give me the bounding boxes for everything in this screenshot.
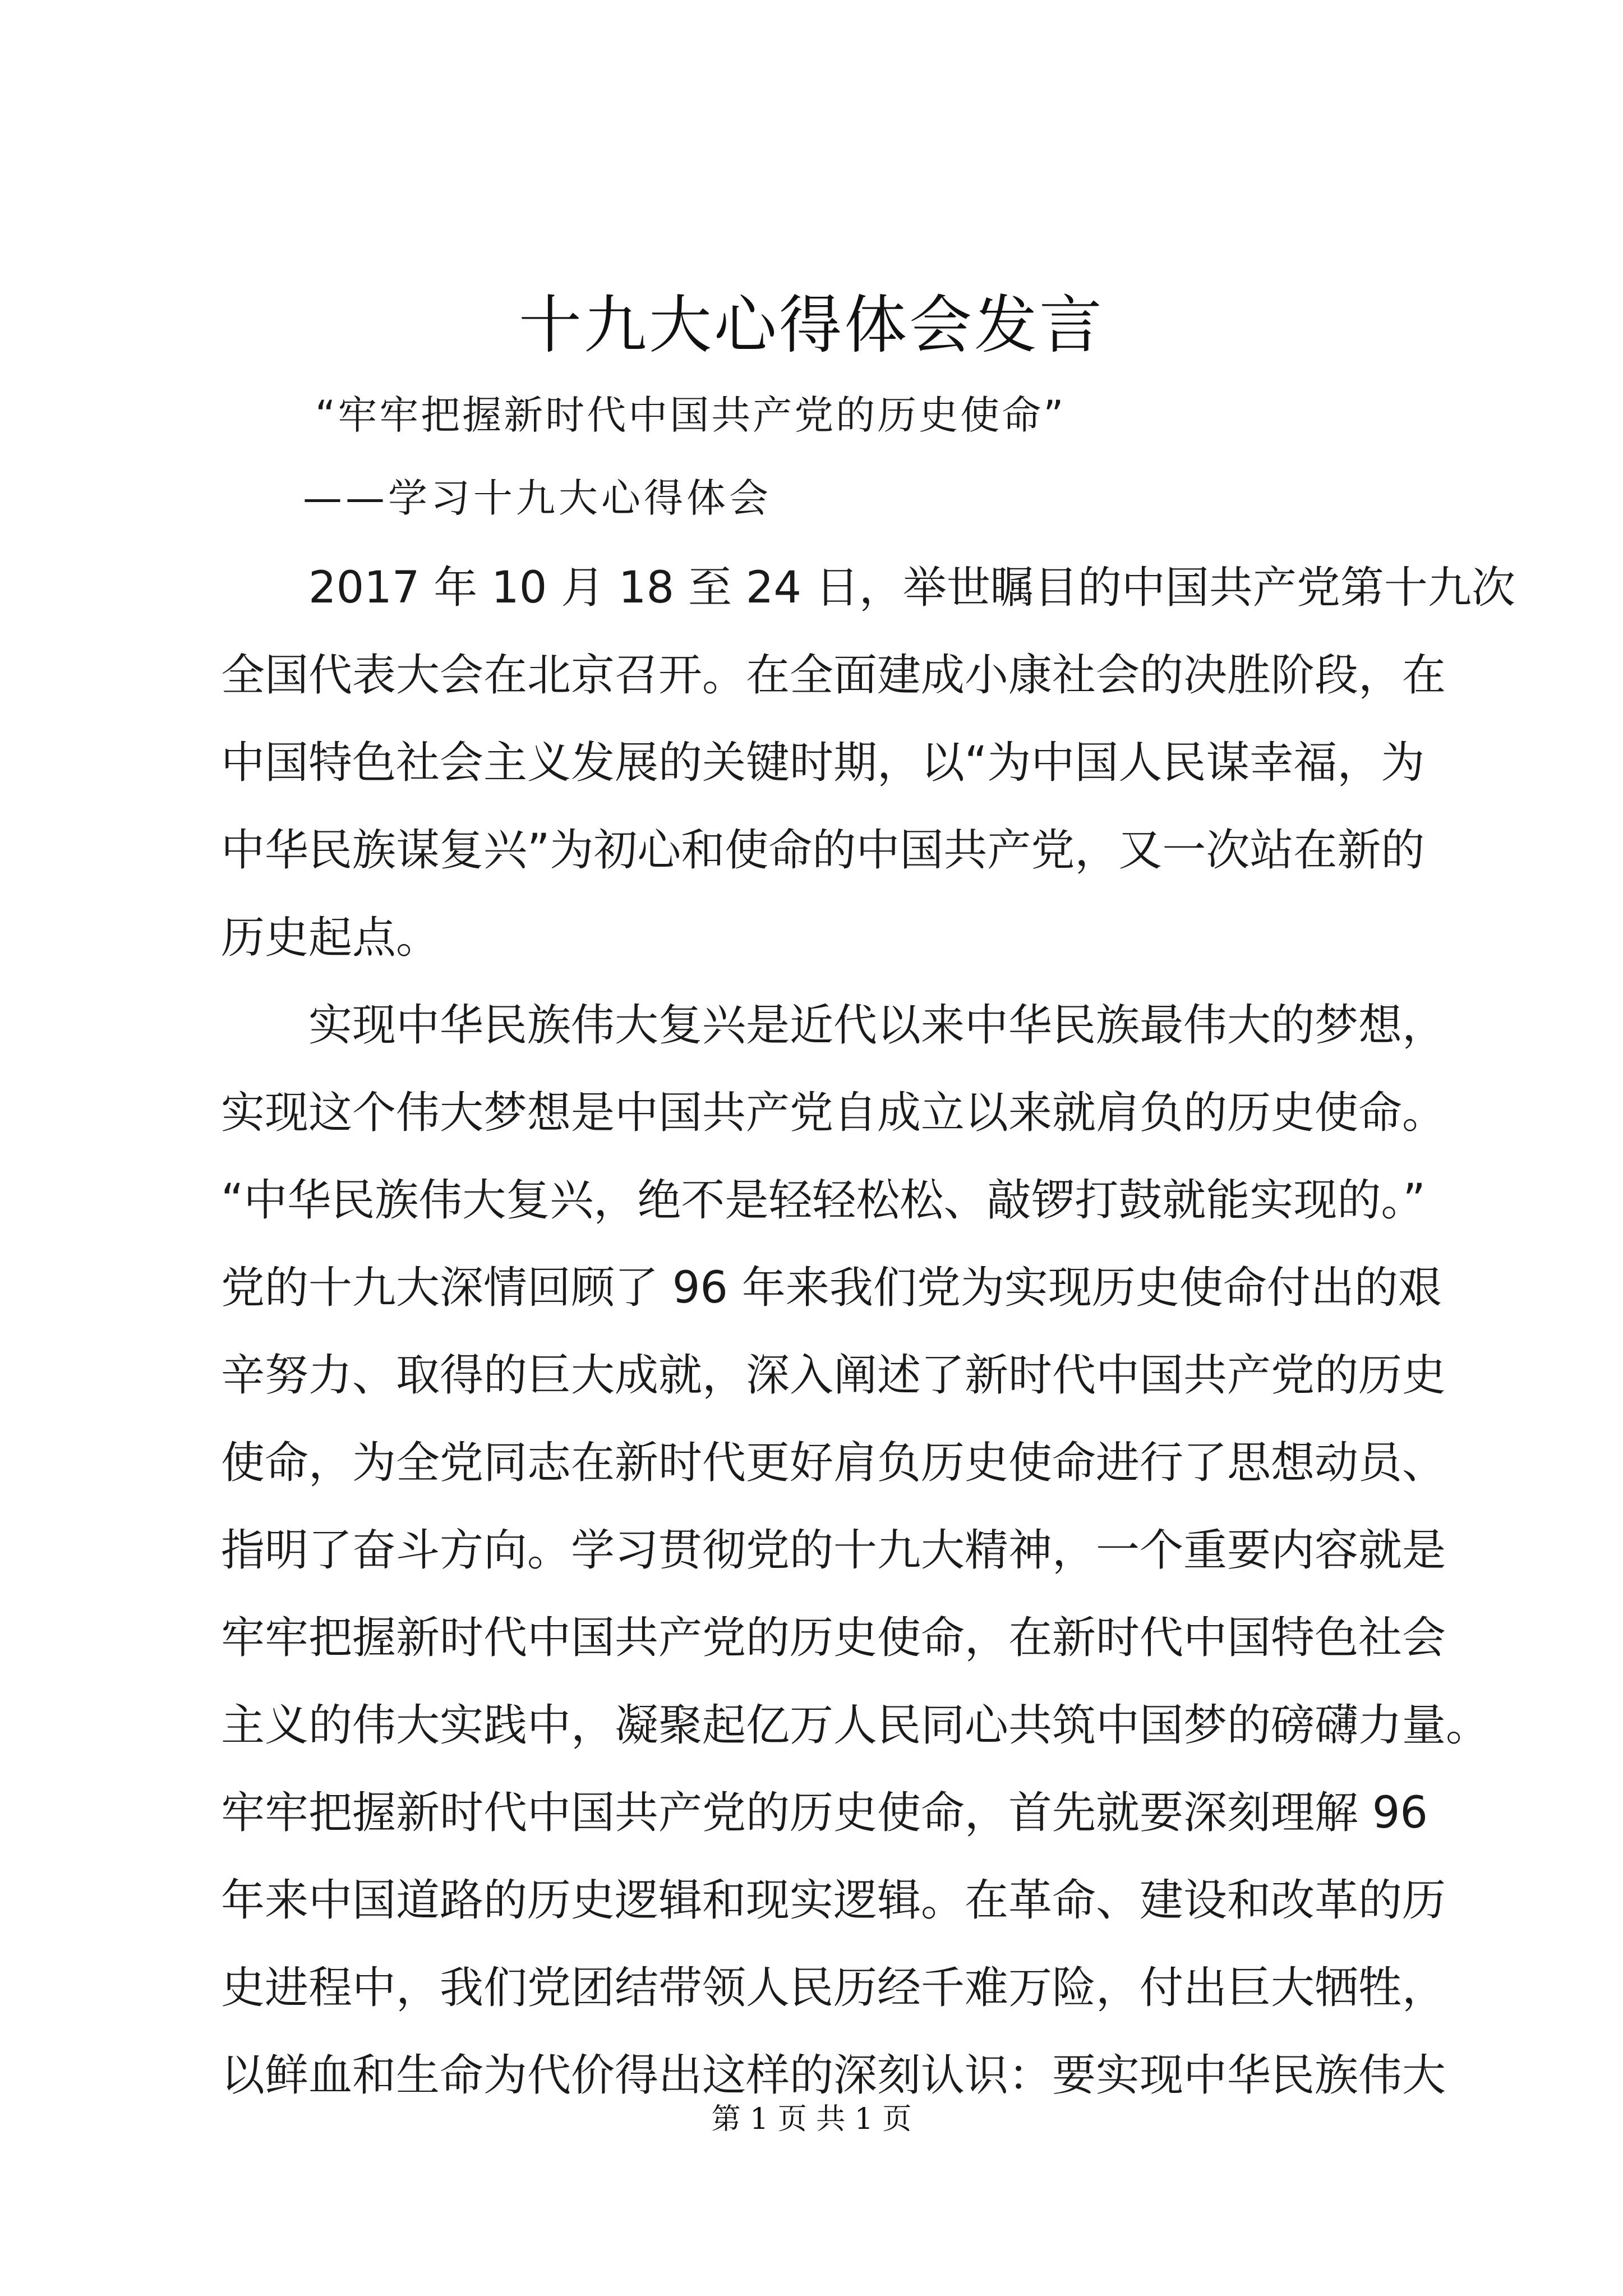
document-body [221, 544, 1515, 2119]
text-line: 辛努力、取得的巨大成就，深入阐述了新时代中国共产党的历史 [221, 1350, 1446, 1401]
text-line: 主义的伟大实践中，凝聚起亿万人民同心共筑中国梦的磅礴力量。 [221, 1700, 1490, 1751]
text-line: 史进程中，我们党团结带领人民历经千难万险，付出巨大牺牲， [221, 1963, 1446, 2013]
text-line: “中华民族伟大复兴，绝不是轻轻松松、敲锣打鼓就能实现的。” [221, 1175, 1426, 1226]
text-line: 指明了奋斗方向。学习贯彻党的十九大精神，一个重要内容就是 [221, 1525, 1446, 1576]
subtitle-dash: ——学习十九大心得体会 [303, 475, 772, 521]
text-line: 实现中华民族伟大复兴是近代以来中华民族最伟大的梦想， [308, 1000, 1446, 1051]
text-line: 牢牢把握新时代中国共产党的历史使命，首先就要深刻理解 96 [221, 1788, 1428, 1838]
text-line: 历史起点。 [221, 913, 440, 963]
text-line: 使命，为全党同志在新时代更好肩负历史使命进行了思想动员、 [221, 1438, 1446, 1488]
paragraph-2 [221, 982, 1490, 2119]
page-footer: 第 1 页 共 1 页 [711, 2102, 912, 2136]
text-line: 实现这个伟大梦想是中国共产党自成立以来就肩负的历史使命。 [221, 1088, 1446, 1138]
text-line: 党的十九大深情回顾了 96 年来我们党为实现历史使命付出的艰 [221, 1263, 1442, 1313]
subtitle-quote: “牢牢把握新时代中国共产党的历史使命” [315, 392, 1066, 438]
text-line: 全国代表大会在北京召开。在全面建成小康社会的决胜阶段，在 [221, 650, 1446, 701]
text-line: 中国特色社会主义发展的关键时期，以“为中国人民谋幸福，为 [221, 738, 1425, 788]
document-title: 十九大心得体会发言 [519, 289, 1104, 362]
text-line: 以鲜血和生命为代价得出这样的深刻认识：要实现中华民族伟大 [221, 2050, 1446, 2101]
text-line: 2017 年 10 月 18 至 24 日，举世瞩目的中国共产党第十九次 [308, 563, 1515, 613]
text-line: 中华民族谋复兴”为初心和使命的中国共产党，又一次站在新的 [221, 825, 1425, 876]
text-line: 牢牢把握新时代中国共产党的历史使命，在新时代中国特色社会 [221, 1613, 1446, 1663]
text-line: 年来中国道路的历史逻辑和现实逻辑。在革命、建设和改革的历 [221, 1875, 1446, 1926]
paragraph-1 [221, 544, 1515, 982]
